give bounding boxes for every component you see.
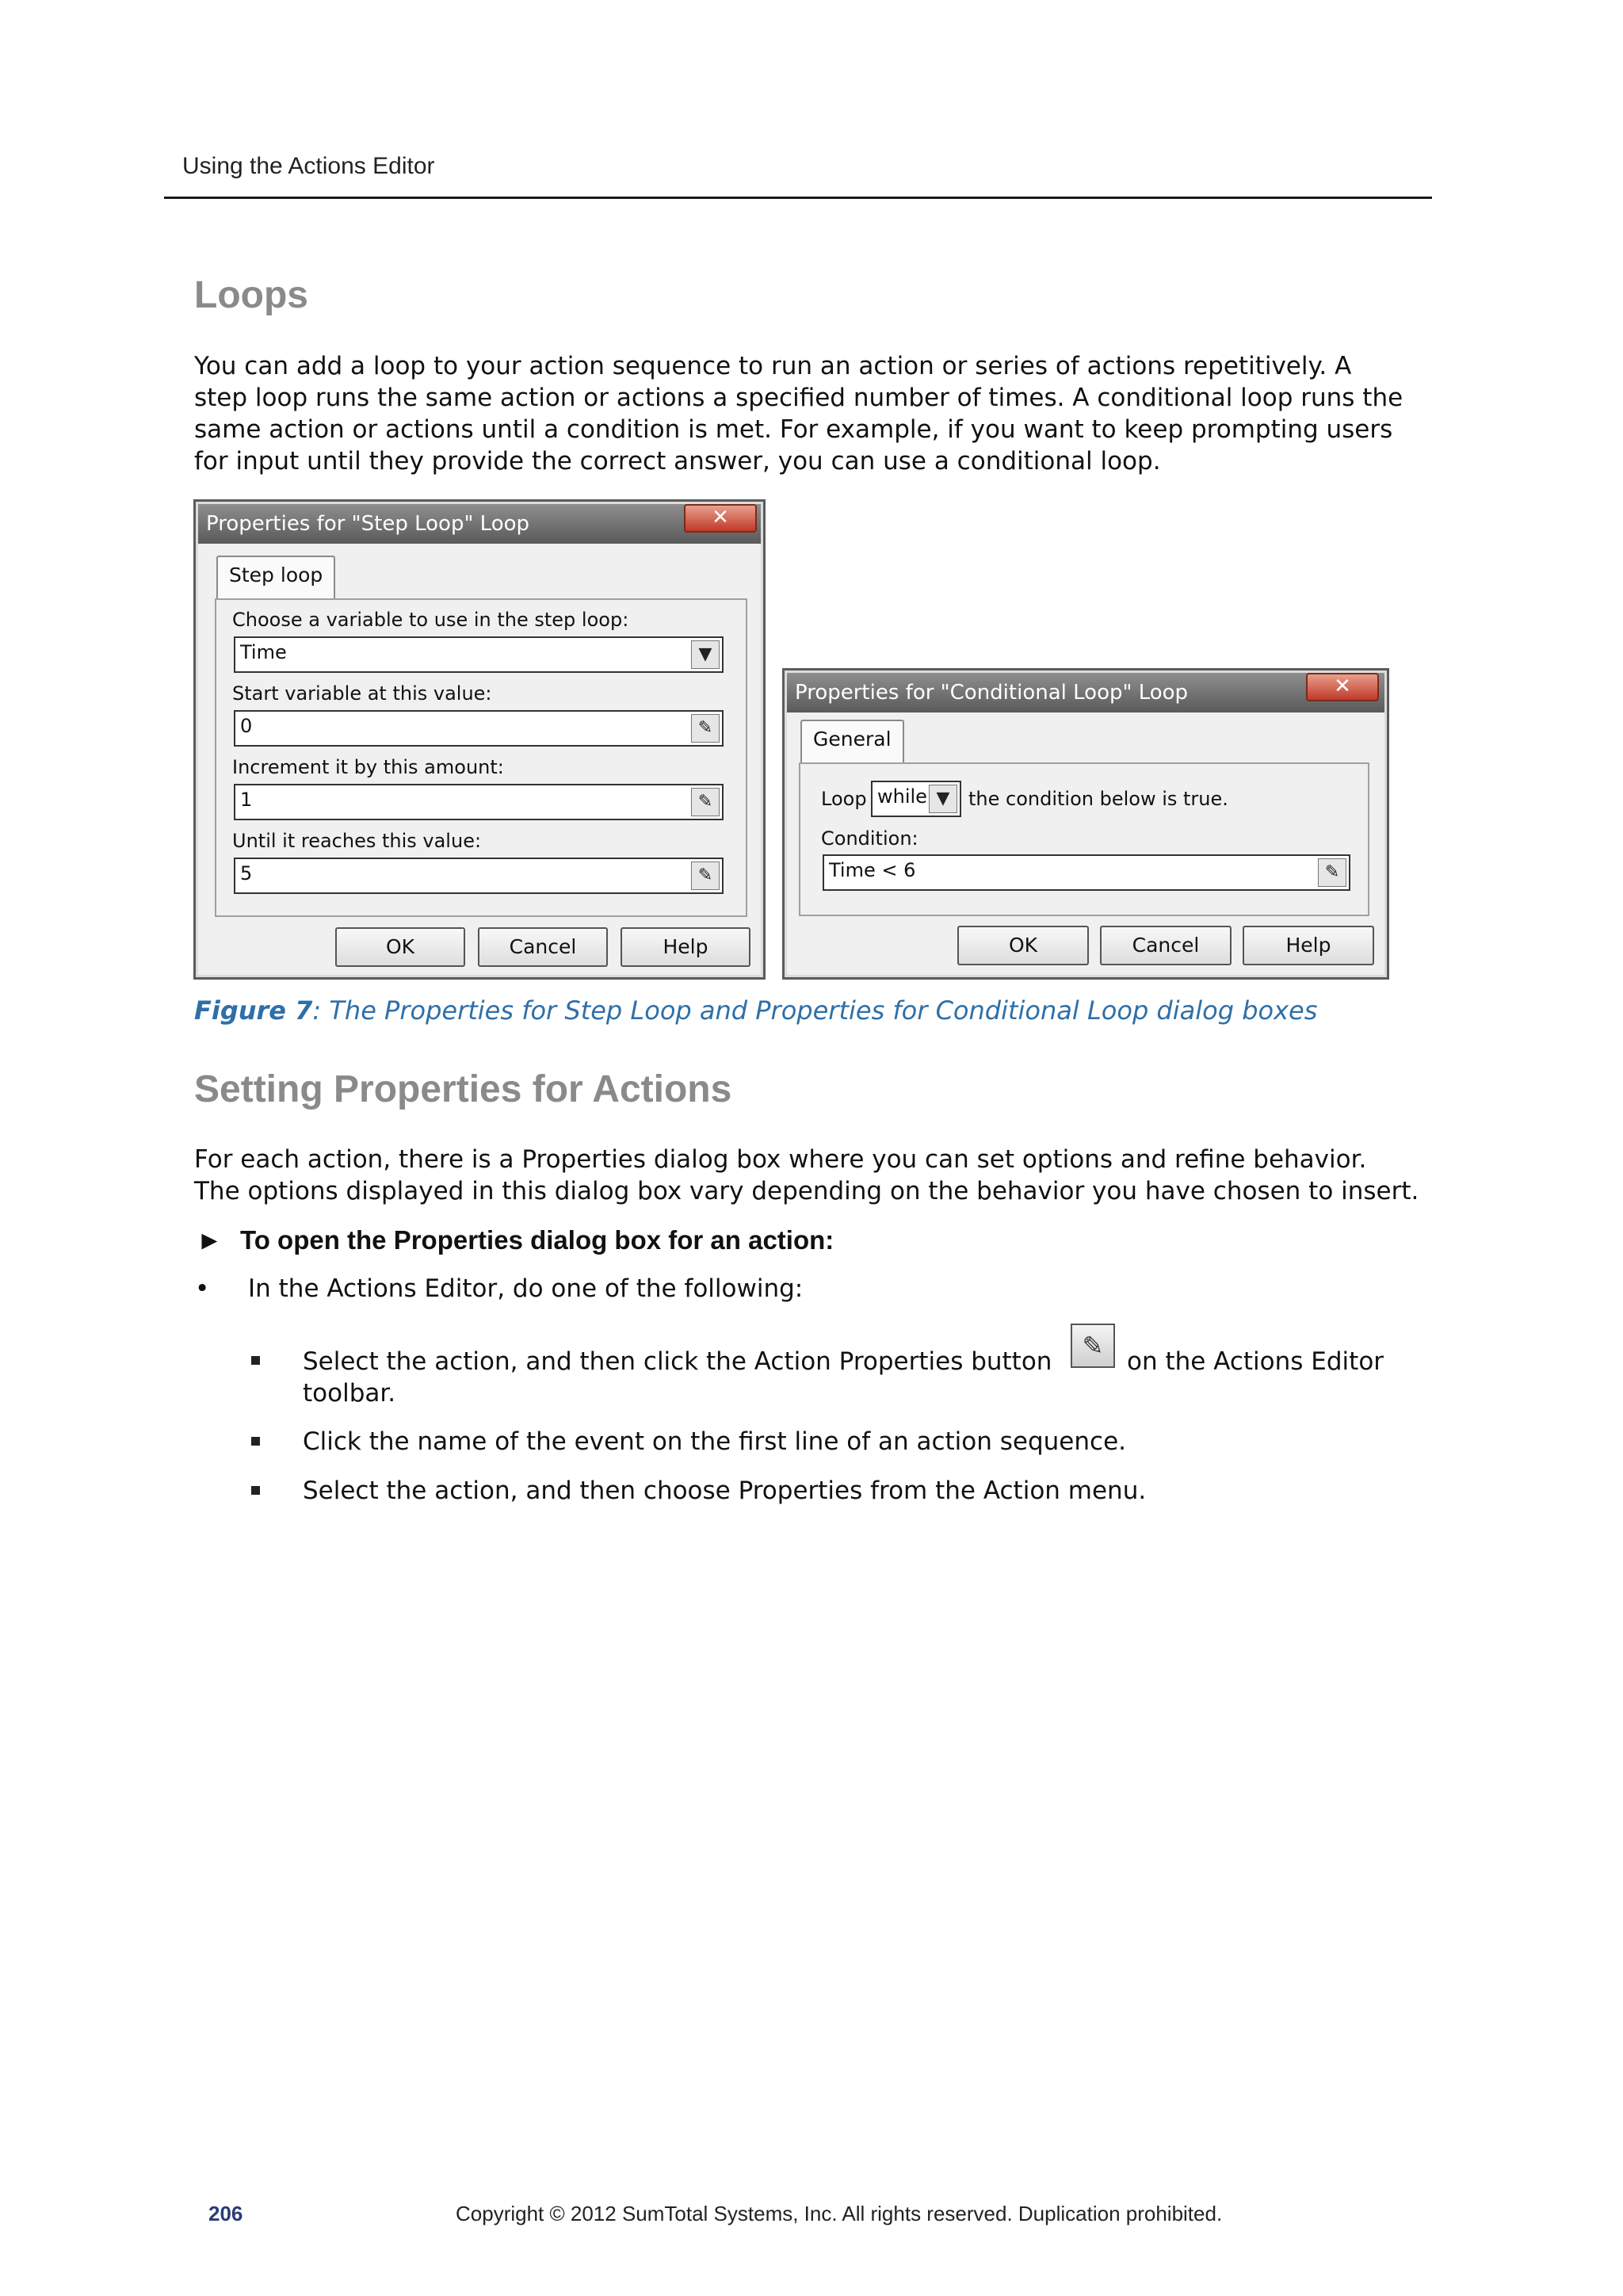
chevron-down-icon[interactable]: ▼	[691, 640, 720, 669]
step-loop-dialog	[193, 499, 766, 980]
sub-item-1: Select the action, and then click the Action Properties button	[303, 1347, 1052, 1376]
loop-label: Loop	[821, 788, 867, 810]
condition-field[interactable]	[823, 854, 1350, 891]
until-value: 5	[240, 862, 253, 884]
increment-value: 1	[240, 789, 253, 811]
copyright: Copyright © 2012 SumTotal Systems, Inc. All rights reserved. Duplication prohibited.	[456, 2202, 1223, 2225]
tab-general[interactable]: General	[800, 720, 904, 764]
bullet-item: In the Actions Editor, do one of the following:	[248, 1274, 804, 1303]
paragraph-line: for input until they provide the correct answer, you can use a conditional loop.	[194, 447, 1161, 476]
variable-value: Time	[240, 641, 287, 663]
increment-label: Increment it by this amount:	[232, 756, 504, 778]
square-bullet	[251, 1437, 260, 1446]
sub-item-3: Select the action, and then choose Properties from the Action menu.	[303, 1477, 1147, 1505]
variable-select[interactable]	[234, 636, 724, 673]
square-bullet	[251, 1486, 260, 1495]
help-button[interactable]: Help	[1243, 926, 1374, 965]
paragraph-line: You can add a loop to your action sequence to run an action or series of actions repetitively. A	[194, 352, 1352, 380]
ok-button[interactable]: OK	[957, 926, 1089, 965]
edit-icon[interactable]: ✎	[1318, 858, 1346, 887]
condition-value: Time < 6	[829, 859, 916, 881]
help-button[interactable]: Help	[621, 927, 750, 967]
setting-props-paragraph	[194, 1144, 1430, 1207]
sub-item-1-suffix: on the Actions Editor	[1127, 1347, 1384, 1376]
paragraph-line: For each action, there is a Properties dialog box where you can set options and refine behavior.	[194, 1145, 1367, 1174]
paragraph-line: The options displayed in this dialog box vary depending on the behavior you have chosen to insert.	[194, 1177, 1419, 1205]
bullet-dot: •	[195, 1274, 210, 1303]
paragraph-line: same action or actions until a condition is met. For example, if you want to keep prompting users	[194, 415, 1393, 444]
paragraph-line: step loop runs the same action or actions a specified number of times. A conditional loop runs the	[194, 384, 1403, 412]
figure-caption-text: : The Properties for Step Loop and Properties for Conditional Loop dialog boxes	[312, 995, 1318, 1026]
figure-caption	[194, 995, 1317, 1026]
sub-item-2: Click the name of the event on the first line of an action sequence.	[303, 1427, 1126, 1456]
figure-label: Figure 7	[194, 995, 313, 1026]
close-icon[interactable]: ✕	[684, 504, 757, 533]
edit-icon[interactable]: ✎	[691, 861, 720, 890]
header-rule	[164, 197, 1432, 199]
ok-button[interactable]: OK	[335, 927, 465, 967]
edit-icon[interactable]: ✎	[691, 714, 720, 743]
edit-icon[interactable]: ✎	[691, 788, 720, 816]
loop-type-select[interactable]	[871, 781, 961, 817]
loop-suffix: the condition below is true.	[968, 788, 1228, 810]
dialog-title: Properties for "Step Loop" Loop	[198, 504, 761, 544]
square-bullet	[251, 1356, 260, 1365]
condition-label: Condition:	[821, 827, 918, 850]
variable-label: Choose a variable to use in the step loop:	[232, 609, 629, 631]
loop-type-value: while	[877, 785, 927, 808]
page-number: 206	[208, 2202, 243, 2225]
start-label: Start variable at this value:	[232, 682, 492, 705]
until-field[interactable]	[234, 858, 724, 894]
cancel-button[interactable]: Cancel	[478, 927, 608, 967]
loops-heading: Loops	[194, 274, 308, 316]
start-value: 0	[240, 715, 253, 737]
chevron-down-icon[interactable]: ▼	[929, 785, 957, 813]
procedure-heading: To open the Properties dialog box for an action:	[240, 1225, 834, 1255]
close-icon[interactable]: ✕	[1306, 673, 1379, 701]
conditional-loop-dialog	[782, 668, 1389, 980]
cancel-button[interactable]: Cancel	[1100, 926, 1232, 965]
tab-step-loop[interactable]: Step loop	[216, 556, 335, 600]
action-properties-icon: ✎	[1071, 1324, 1115, 1368]
start-value-field[interactable]	[234, 710, 724, 747]
until-label: Until it reaches this value:	[232, 830, 482, 852]
setting-props-heading: Setting Properties for Actions	[194, 1068, 732, 1110]
dialog-title: Properties for "Conditional Loop" Loop	[787, 673, 1384, 712]
loops-paragraph	[194, 350, 1430, 477]
procedure-marker: ►	[197, 1225, 223, 1255]
running-header: Using the Actions Editor	[182, 153, 435, 179]
sub-item-1-continuation: toolbar.	[303, 1379, 396, 1408]
increment-field[interactable]	[234, 784, 724, 820]
